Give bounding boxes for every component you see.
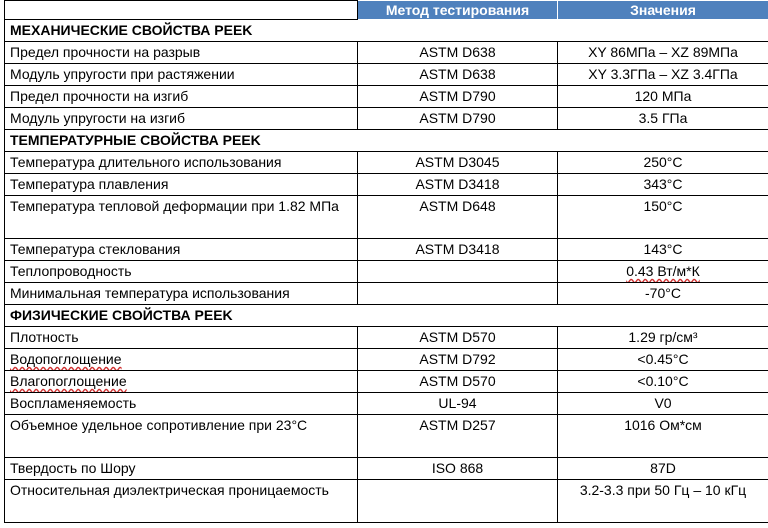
value-cell: -70°C: [558, 283, 768, 305]
value-cell: 3.2-3.3 при 50 Гц – 10 кГц: [558, 480, 768, 523]
property-cell: Объемное удельное сопротивление при 23°C: [5, 415, 358, 458]
method-cell: ASTM D638: [358, 64, 558, 86]
value-cell: 150°C: [558, 196, 768, 239]
table-row: [5, 86, 768, 108]
property-cell: Теплопроводность: [5, 261, 358, 283]
value-cell: XY 86МПа – XZ 89МПа: [558, 42, 768, 64]
method-cell: ASTM D570: [358, 327, 558, 349]
property-cell: [5, 371, 358, 393]
table-row: [5, 196, 768, 239]
property-cell: Модуль упругости на изгиб: [5, 108, 358, 130]
method-cell: ISO 868: [358, 458, 558, 480]
table-row: [5, 152, 768, 174]
value-cell: 343°C: [558, 174, 768, 196]
property-text: Водопоглощение: [10, 351, 122, 367]
property-cell: Температура стеклования: [5, 239, 358, 261]
method-cell: ASTM D648: [358, 196, 558, 239]
table-row: [5, 327, 768, 349]
value-cell: V0: [558, 393, 768, 415]
method-cell: [358, 283, 558, 305]
property-cell: Твердость по Шору: [5, 458, 358, 480]
method-cell: UL-94: [358, 393, 558, 415]
section-title: ТЕМПЕРАТУРНЫЕ СВОЙСТВА PEEK: [5, 130, 768, 152]
property-cell: Модуль упругости при растяжении: [5, 64, 358, 86]
header-property-cell: [5, 1, 358, 20]
value-cell: 250°C: [558, 152, 768, 174]
peek-properties-table: [4, 0, 768, 523]
section-title: ФИЗИЧЕСКИЕ СВОЙСТВА PEEK: [5, 305, 768, 327]
value-cell: 1016 Ом*см: [558, 415, 768, 458]
table-row: [5, 371, 768, 393]
value-cell: XY 3.3ГПа – XZ 3.4ГПа: [558, 64, 768, 86]
table-row: [5, 415, 768, 458]
property-cell: Предел прочности на изгиб: [5, 86, 358, 108]
value-cell: 87D: [558, 458, 768, 480]
method-cell: ASTM D792: [358, 349, 558, 371]
property-cell: Температура плавления: [5, 174, 358, 196]
method-cell: ASTM D638: [358, 42, 558, 64]
table-row: [5, 239, 768, 261]
method-cell: ASTM D570: [358, 371, 558, 393]
header-row: [5, 1, 768, 20]
table-row: [5, 349, 768, 371]
table-row: [5, 174, 768, 196]
value-cell: 3.5 ГПа: [558, 108, 768, 130]
method-cell: [358, 480, 558, 523]
property-cell: Минимальная температура использования: [5, 283, 358, 305]
value-cell: 1.29 гр/см³: [558, 327, 768, 349]
header-value: Значения: [558, 1, 768, 20]
method-cell: ASTM D790: [358, 108, 558, 130]
property-cell: Предел прочности на разрыв: [5, 42, 358, 64]
method-cell: ASTM D257: [358, 415, 558, 458]
property-cell: [5, 349, 358, 371]
property-cell: Температура тепловой деформации при 1.82 МПа: [5, 196, 358, 239]
method-cell: ASTM D3418: [358, 239, 558, 261]
header-method: Метод тестирования: [358, 1, 558, 20]
value-cell: 143°C: [558, 239, 768, 261]
table-row: [5, 64, 768, 86]
table-row: [5, 283, 768, 305]
table-row: [5, 458, 768, 480]
section-row: [5, 305, 768, 327]
section-title: МЕХАНИЧЕСКИЕ СВОЙСТВА PEEK: [5, 20, 768, 42]
table-row: [5, 108, 768, 130]
table-row: [5, 261, 768, 283]
section-row: [5, 20, 768, 42]
property-cell: Температура длительного использования: [5, 152, 358, 174]
value-cell: <0.45°C: [558, 349, 768, 371]
value-text: 0.43 Вт/м*К: [626, 263, 700, 279]
method-cell: [358, 261, 558, 283]
property-text: Влагопоглощение: [10, 373, 127, 389]
property-cell: Относительная диэлектрическая проницаемость: [5, 480, 358, 523]
property-cell: Воспламеняемость: [5, 393, 358, 415]
property-cell: Плотность: [5, 327, 358, 349]
section-row: [5, 130, 768, 152]
value-cell: 120 МПа: [558, 86, 768, 108]
value-cell: <0.10°C: [558, 371, 768, 393]
table-row: [5, 480, 768, 523]
method-cell: ASTM D3045: [358, 152, 558, 174]
table-row: [5, 42, 768, 64]
table-row: [5, 393, 768, 415]
method-cell: ASTM D790: [358, 86, 558, 108]
method-cell: ASTM D3418: [358, 174, 558, 196]
value-cell: [558, 261, 768, 283]
